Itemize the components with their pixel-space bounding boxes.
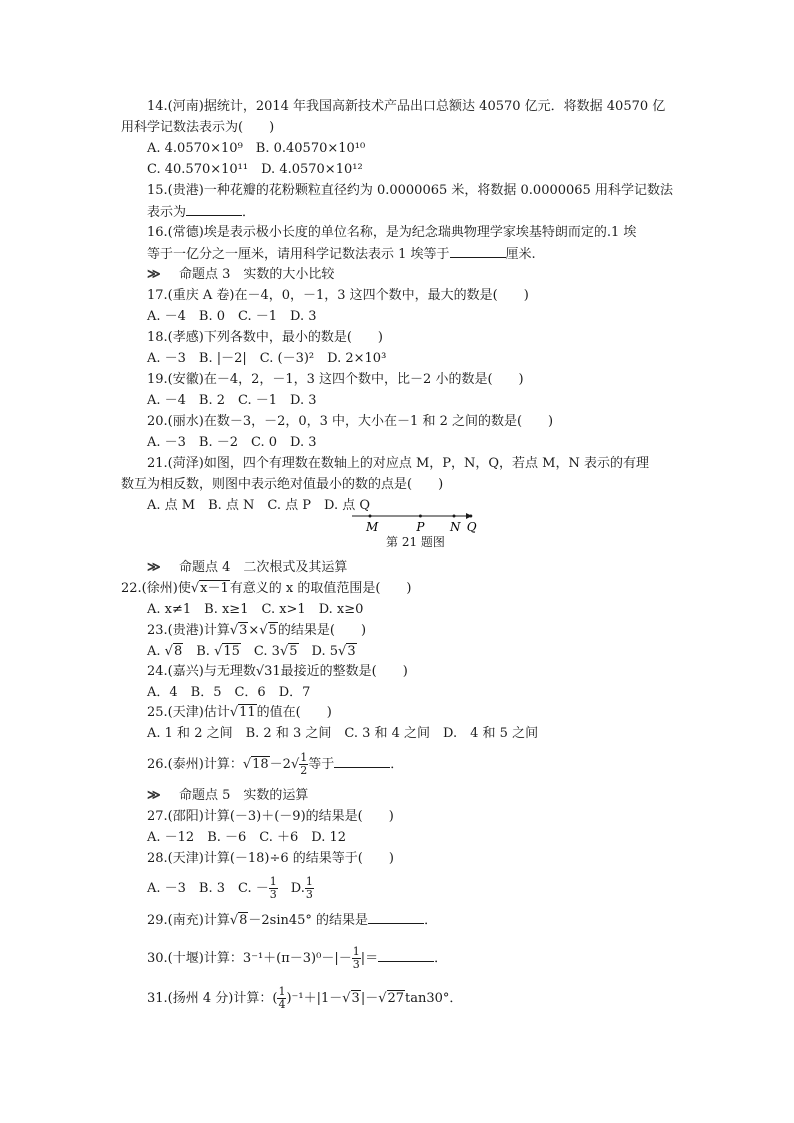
q30-line: 30.(十堰)计算：3⁻¹＋(π－3)⁰－|－ $\frac{1}{3}$ |＝ ． — [147, 945, 448, 971]
point-M — [369, 515, 372, 518]
section-header-s3 — [147, 266, 334, 284]
q28-options — [147, 876, 314, 901]
opt-b-rad: 15 — [223, 644, 240, 659]
numerator: 1 — [278, 985, 286, 998]
q15-text: 表示为 — [147, 205, 187, 220]
numerator: 1 — [269, 875, 277, 888]
answer-blank[interactable] — [378, 949, 434, 962]
answer-blank[interactable] — [450, 245, 506, 258]
double-chevron-icon: ≫ — [147, 267, 158, 282]
point-label-P: P — [416, 520, 425, 534]
q31-mid: )⁻¹＋|1－ — [286, 991, 343, 1006]
text-line-q27: 27.(邵阳)计算(－3)＋(－9)的结果是( ) — [147, 809, 394, 824]
q23-line: 23.(贵港)计算√3×√5的结果是( ) — [147, 623, 367, 638]
numerator: 1 — [305, 875, 313, 888]
q25-line: 25.(天津)估计√11的值在( ) — [147, 705, 332, 720]
denominator: 3 — [352, 958, 360, 971]
q23-text-2: 的结果是( ) — [277, 623, 367, 638]
answer-blank[interactable] — [368, 911, 424, 924]
q26-line: 26.(泰州)计算：√18－2√ $\frac{1}{2}$ 等于 ． — [147, 751, 404, 777]
q22-line: 22.(徐州)使√x－1有意义的 x 的取值范围是( ) — [121, 581, 412, 596]
text-line-q21b: 数互为相反数，则图中表示绝对值最小的数的点是( ) — [121, 477, 444, 492]
q22-text: 22.(徐州)使 — [121, 581, 191, 596]
q26-text-2: 等于 — [308, 757, 335, 772]
text-line-q21a: 21.(菏泽)如图，四个有理数在数轴上的对应点 M，P，N，Q，若点 M，N 表示的有理 — [147, 456, 649, 471]
q16-end: 厘米. — [505, 247, 536, 262]
text-line-q28: 28.(天津)计算(－18)÷6 的结果等于( ) — [147, 851, 394, 866]
q15-line-2 — [147, 203, 255, 222]
q31-text-2: tan30°． — [405, 991, 463, 1006]
text-line-q14d: C. 40.570×10¹¹ D. 4.0570×10¹² — [147, 162, 363, 177]
text-line-q20: 20.(丽水)在数－3，－2，0，3 中，大小在－1 和 2 之间的数是( ) — [147, 414, 554, 429]
opt-a: A. — [147, 644, 165, 659]
double-chevron-icon: ≫ — [147, 788, 158, 803]
q25-text: 25.(天津)估计 — [147, 705, 230, 720]
text-line-q18: 18.(孝感)下列各数中，最小的数是( ) — [147, 330, 383, 345]
q28-opt-ac: A. －3 B. 3 C. － — [147, 881, 269, 896]
q22-radicand: x－1 — [200, 581, 229, 596]
point-label-M: M — [366, 520, 379, 534]
q26-rad: 18 — [252, 757, 269, 772]
q29-line: 29.(南充)计算√8－2sin45° 的结果是 ． — [147, 913, 438, 928]
text-line-q21o: A. 点 M B. 点 N C. 点 P D. 点 Q — [147, 498, 371, 513]
q23-rad-b: 5 — [268, 623, 277, 638]
denominator: 2 — [300, 764, 308, 777]
section-header-s5 — [147, 787, 308, 805]
opt-d-rad: 3 — [347, 644, 356, 659]
q31-text: 31.(扬州 4 分)计算：( — [147, 991, 278, 1006]
point-label-N: N — [450, 520, 461, 534]
opt-c: C. 3 — [240, 644, 280, 659]
q25-text-2: 的值在( ) — [256, 705, 332, 720]
q26-fraction — [299, 752, 308, 777]
text-line-q16a: 16.(常德)埃是表示极小长度的单位名称，是为纪念瑞典物理学家埃基特朗而定的.1 埃 — [147, 225, 637, 240]
q25-radicand: 11 — [239, 705, 256, 720]
q23-options: A. √8 B. √15 C. 3√5 D. 5√3 — [147, 644, 356, 659]
text-line-q14c: A. 4.0570×10⁹ B. 0.40570×10¹⁰ — [147, 141, 366, 156]
q16-line-2 — [147, 245, 536, 264]
q28-frac-c — [269, 876, 278, 901]
text-line-q24: 24.(嘉兴)与无理数√31最接近的整数是( ) — [147, 664, 408, 679]
denominator: 3 — [269, 888, 277, 901]
q29-text-2: －2sin45° 的结果是 — [248, 913, 369, 928]
q30-text: 30.(十堰)计算：3⁻¹＋(π－3)⁰－|－ — [147, 951, 352, 966]
q29-radicand: 8 — [239, 913, 248, 928]
q23-times: × — [248, 623, 260, 638]
q29-text: 29.(南充)计算 — [147, 913, 230, 928]
q30-fraction — [352, 946, 361, 971]
point-label-Q: Q — [466, 520, 477, 534]
q31-rad-1: 3 — [351, 991, 360, 1006]
text-line-q18o: A. －3 B. |－2| C. (－3)² D. 2×10³ — [147, 351, 387, 366]
point-P — [419, 515, 422, 518]
q23-rad-a: 3 — [239, 623, 248, 638]
q26-mid: －2 — [269, 757, 291, 772]
q16-text: 等于一亿分之一厘米，请用科学记数法表示 1 埃等于 — [147, 247, 450, 262]
double-chevron-icon: ≫ — [147, 560, 158, 575]
answer-blank[interactable] — [334, 755, 390, 768]
q28-opt-d: D. — [277, 881, 305, 896]
text-line-q25o: A. 1 和 2 之间 B. 2 和 3 之间 C. 3 和 4 之间 D. 4 和 5 之间 — [147, 726, 539, 741]
opt-d: D. 5 — [298, 644, 339, 659]
text-line-q17: 17.(重庆 A 卷)在－4，0，－1，3 这四个数中，最大的数是( ) — [147, 288, 529, 303]
answer-blank[interactable] — [186, 203, 242, 216]
opt-a-rad: 8 — [173, 644, 183, 659]
text-line-q24o: A．4 B．5 C．6 D．7 — [147, 685, 311, 700]
text-line-q14b: 用科学记数法表示为( ) — [121, 120, 275, 135]
numerator: 1 — [300, 751, 308, 764]
section-header-s4 — [147, 559, 347, 577]
text-line-q14a: 14.(河南)据统计，2014 年我国高新技术产品出口总额达 40570 亿元．将数据 40570 亿 — [147, 99, 666, 114]
opt-b: B. — [183, 644, 215, 659]
q28-frac-d — [305, 876, 314, 901]
q31-mid-2: |－ — [360, 991, 379, 1006]
q15-end: ． — [242, 205, 256, 220]
point-N — [453, 515, 456, 518]
q22-text-2: 有意义的 x 的取值范围是( ) — [229, 581, 412, 596]
numerator: 1 — [352, 945, 360, 958]
number-line-figure — [350, 508, 477, 534]
point-Q — [469, 515, 472, 518]
figure-caption: 第 21 题图 — [386, 535, 445, 549]
q31-rad-2: 27 — [387, 991, 405, 1006]
opt-c-rad: 5 — [289, 644, 298, 659]
section-title: 命题点 5 实数的运算 — [179, 788, 309, 803]
text-line-q17o: A. －4 B. 0 C. －1 D. 3 — [147, 309, 317, 324]
q31-line: 31.(扬州 4 分)计算：( $\frac{1}{4}$ )⁻¹＋|1－√3|－√27tan30°． — [147, 985, 463, 1011]
q23-text: 23.(贵港)计算 — [147, 623, 230, 638]
q26-text: 26.(泰州)计算： — [147, 757, 243, 772]
text-line-q20o: A. －3 B. －2 C. 0 D. 3 — [147, 435, 317, 450]
text-line-q22o: A. x≠1 B. x≥1 C. x>1 D. x≥0 — [147, 602, 364, 617]
text-line-q19: 19.(安徽)在－4，2，－1，3 这四个数中，比－2 小的数是( ) — [147, 372, 524, 387]
text-line-q15a: 15.(贵港)一种花瓣的花粉颗粒直径约为 0.0000065 米，将数据 0.0000065 用科学记数法 — [147, 183, 673, 198]
q30-text-2: |＝ — [360, 951, 379, 966]
denominator: 4 — [278, 998, 286, 1011]
text-line-q27o: A. －12 B. －6 C. ＋6 D. 12 — [147, 830, 347, 845]
text-line-q19o: A. －4 B. 2 C. －1 D. 3 — [147, 393, 317, 408]
denominator: 3 — [305, 888, 313, 901]
section-title: 命题点 3 实数的大小比较 — [179, 267, 335, 282]
section-title: 命题点 4 二次根式及其运算 — [179, 560, 348, 575]
